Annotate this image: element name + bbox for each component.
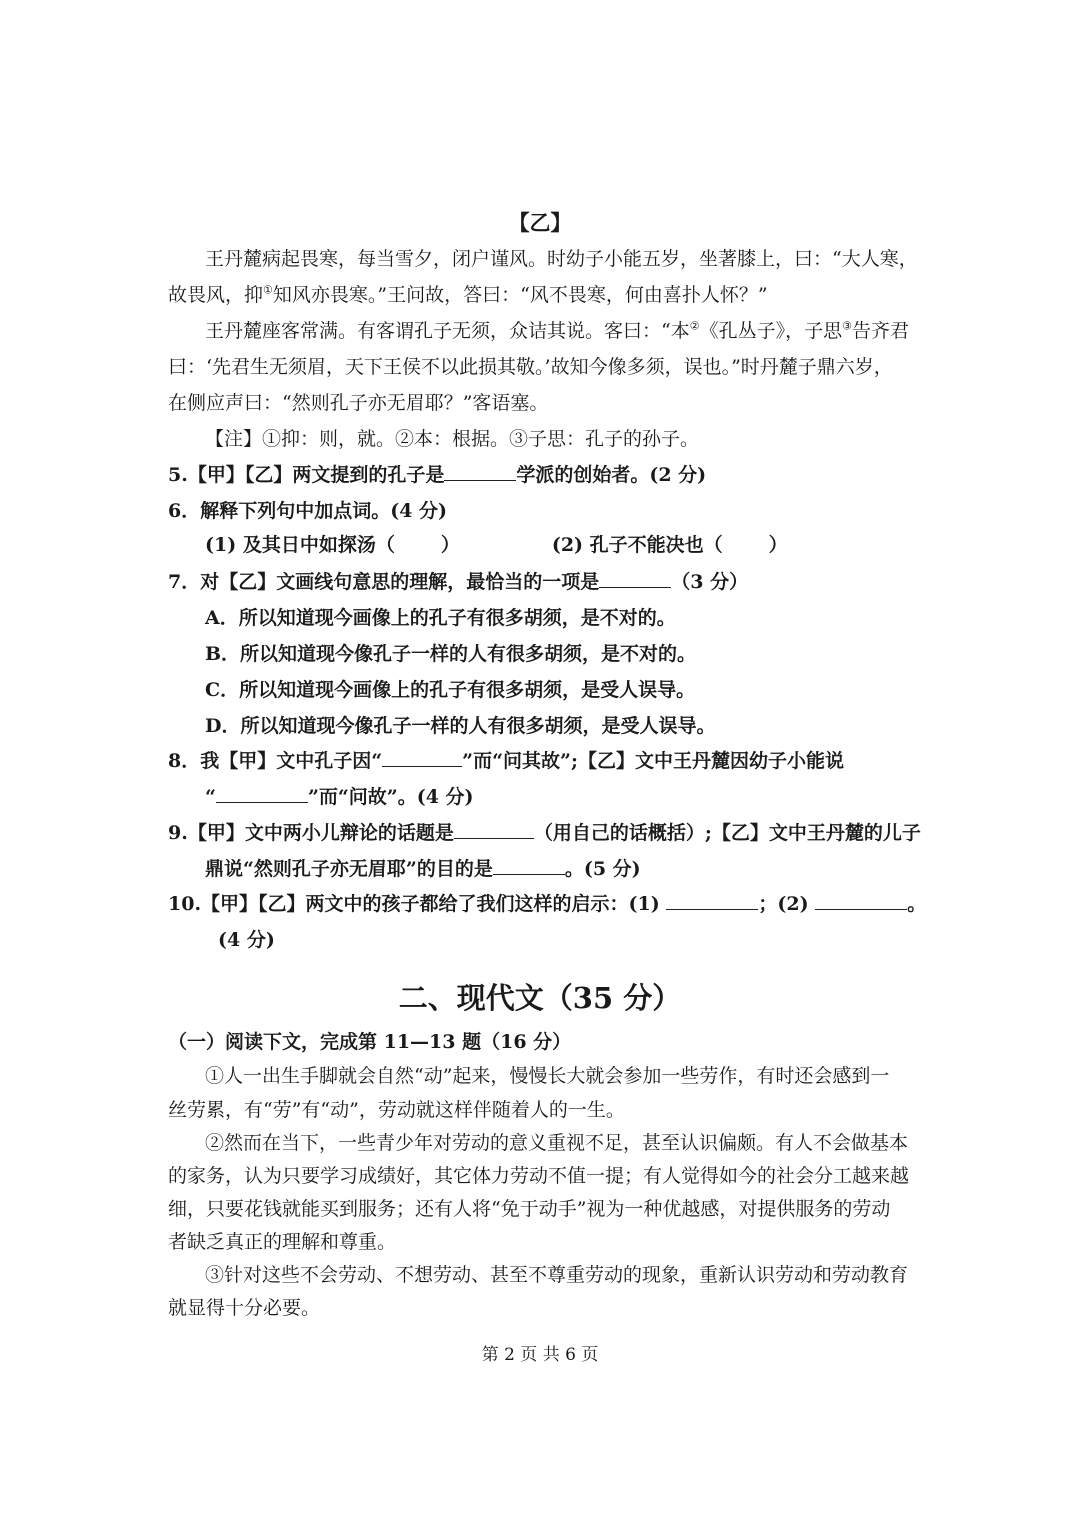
section-title: 二、现代文（35 分） xyxy=(398,981,682,1015)
answer-blank[interactable] xyxy=(454,820,534,839)
passage-line: 曰：‘先君生无须眉，天下王侯不以此损其敬。’故知今像多须，误也。”时丹麓子鼎六岁， xyxy=(168,356,893,378)
passage-line: ②然而在当下，一些青少年对劳动的意义重视不足，甚至认识偏颇。有人不会做基本 xyxy=(205,1132,909,1154)
passage-line: 王丹麓病起畏寒，每当雪夕，闭户谨风。时幼子小能五岁，坐著膝上，曰：“大人寒， xyxy=(205,248,918,270)
question-6-item: (1) 及其日中如探汤（ ） (2) 孔子不能决也（ ） xyxy=(205,534,788,556)
passage-line: 在侧应声曰：“然则孔子亦无眉耶？”客语塞。 xyxy=(168,392,549,414)
passage-line: 就显得十分必要。 xyxy=(168,1297,321,1319)
option-c[interactable]: C．所以知道现今画像上的孔子有很多胡须，是受人误导。 xyxy=(205,679,696,701)
passage-label: 【乙】 xyxy=(508,210,572,235)
question-6: 6．解释下列句中加点词。(4 分) xyxy=(168,500,448,522)
question-8-cont: “ ”而“问故”。(4 分) xyxy=(205,786,474,808)
answer-blank[interactable] xyxy=(382,748,462,767)
answer-blank[interactable] xyxy=(666,891,758,910)
question-7: 7．对【乙】文画线句意思的理解，最恰当的一项是 （3 分） xyxy=(168,571,749,593)
footnote-mark: ① xyxy=(263,283,273,297)
passage-line: 者缺乏真正的理解和尊重。 xyxy=(168,1231,397,1253)
footnote-mark: ③ xyxy=(842,319,852,333)
answer-blank[interactable] xyxy=(815,891,907,910)
option-d[interactable]: D．所以知道现今像孔子一样的人有很多胡须，是受人误导。 xyxy=(205,715,716,737)
question-8: 8．我【甲】文中孔子因“ ”而“问其故”;【乙】文中王丹麓因幼子小能说 xyxy=(168,750,844,772)
question-9-cont: 鼎说“然则孔子亦无眉耶”的目的是 。(5 分) xyxy=(205,858,641,880)
passage-line: ③针对这些不会劳动、不想劳动、甚至不尊重劳动的现象，重新认识劳动和劳动教育 xyxy=(205,1264,909,1286)
answer-blank[interactable] xyxy=(599,569,671,588)
passage-line: 故畏风，抑①知风亦畏寒。”王问故，答曰：“风不畏寒，何由喜扑人怀？” xyxy=(168,283,768,306)
question-10-score: (4 分) xyxy=(218,929,275,951)
passage-line: 丝劳累，有“劳”有“动”，劳动就这样伴随着人的一生。 xyxy=(168,1099,625,1121)
answer-blank[interactable] xyxy=(493,856,565,875)
footnote-mark: ② xyxy=(689,319,700,333)
answer-blank[interactable] xyxy=(444,462,516,481)
passage-line: 王丹麓座客常满。有客谓孔子无须，众诘其说。客曰：“本②《孔丛子》，子思③告齐君 xyxy=(205,319,909,342)
question-5: 5.【甲】【乙】两文提到的孔子是 学派的创始者。(2 分) xyxy=(168,464,707,486)
section-subtitle: （一）阅读下文，完成第 11—13 题（16 分） xyxy=(168,1031,572,1053)
option-a[interactable]: A．所以知道现今画像上的孔子有很多胡须，是不对的。 xyxy=(205,607,676,629)
passage-line: 的家务，认为只要学习成绩好，其它体力劳动不值一提；有人觉得如今的社会分工越来越 xyxy=(168,1165,910,1187)
question-9: 9.【甲】文中两小儿辩论的话题是 （用自己的话概括）;【乙】文中王丹麓的儿子 xyxy=(168,822,921,844)
page-number: 第 2 页 共 6 页 xyxy=(481,1345,599,1365)
answer-blank[interactable] xyxy=(216,784,308,803)
option-b[interactable]: B．所以知道现今像孔子一样的人有很多胡须，是不对的。 xyxy=(205,643,697,665)
footnotes: 【注】①抑：则，就。②本：根据。③子思：孔子的孙子。 xyxy=(205,428,700,450)
passage-line: 细，只要花钱就能买到服务；还有人将“免于动手”视为一种优越感，对提供服务的劳动 xyxy=(168,1198,891,1220)
passage-line: ①人一出生手脚就会自然“动”起来，慢慢长大就会参加一些劳作，有时还会感到一 xyxy=(205,1065,890,1087)
question-10: 10.【甲】【乙】两文中的孩子都给了我们这样的启示：(1) ；(2) 。 xyxy=(168,893,927,915)
